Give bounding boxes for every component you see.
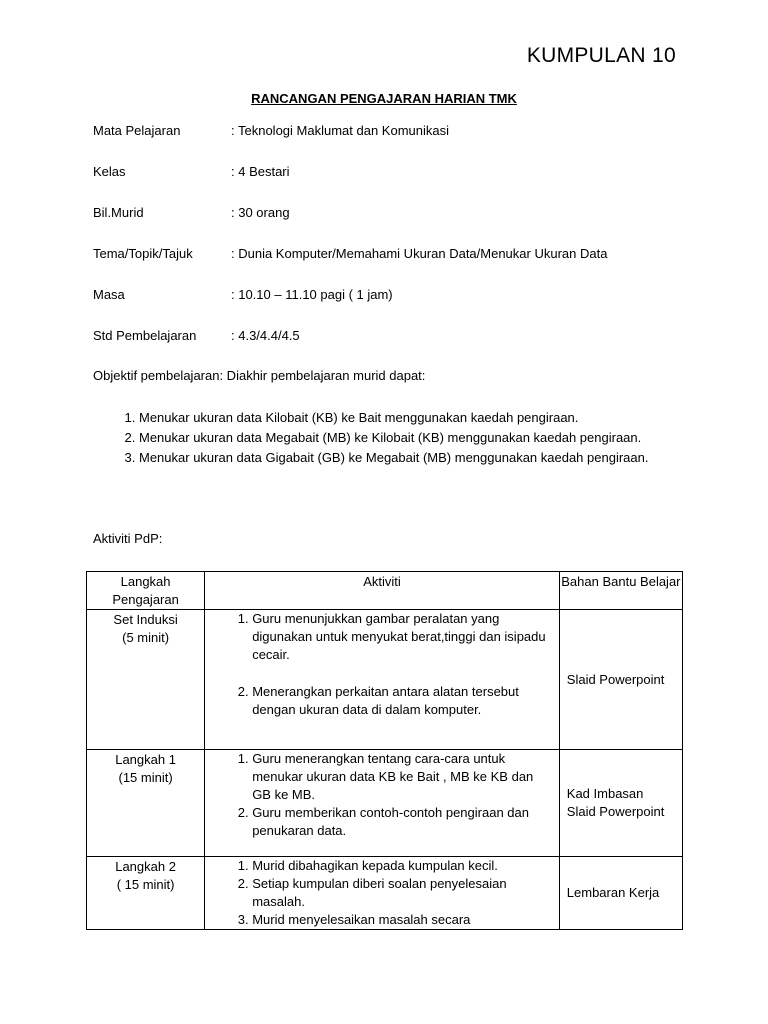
field-label: Std Pembelajaran [93, 328, 197, 343]
field-label: Kelas [93, 164, 126, 179]
aid-item: Lembaran Kerja [566, 885, 660, 900]
step-name: Langkah 1 [115, 752, 176, 767]
document-title: RANCANGAN PENGAJARAN HARIAN TMK [251, 91, 517, 106]
field-topic [93, 246, 607, 261]
step-cell [87, 610, 205, 750]
table-header-row [87, 572, 683, 610]
table-row [87, 610, 683, 750]
field-label: Bil.Murid [93, 205, 144, 220]
activities-table [86, 571, 683, 930]
activity-list [205, 857, 559, 929]
aid-item: Kad Imbasan [566, 786, 644, 801]
aids-cell [559, 750, 682, 857]
activity-item: 2. Guru memberikan contoh-contoh pengiraan dan penukaran data. [252, 804, 551, 840]
activity-list [205, 750, 559, 840]
activity-item: 2. Setiap kumpulan diberi soalan penyelesaian masalah. [252, 875, 551, 911]
aids-cell [559, 857, 682, 930]
activity-item: 1. Guru menunjukkan gambar peralatan yang digunakan untuk menyukat berat,tinggi dan isipadu cecair. [252, 610, 551, 664]
objectives-list [93, 408, 699, 468]
field-subject [93, 123, 449, 138]
step-duration: ( 15 minit) [116, 877, 175, 892]
aid-item: Slaid Powerpoint [566, 804, 665, 819]
group-label: KUMPULAN 10 [526, 44, 676, 67]
activity-cell [205, 750, 560, 857]
activity-item: 3. Murid menyelesaikan masalah secara [252, 911, 551, 929]
step-name: Langkah 2 [115, 859, 176, 874]
table-row [87, 750, 683, 857]
field-value: : 30 orang [231, 205, 290, 220]
activity-item: 1. Murid dibahagikan kepada kumpulan kecil. [252, 857, 551, 875]
activity-list [205, 610, 559, 664]
step-duration: (15 minit) [118, 770, 173, 785]
field-class [93, 164, 290, 179]
step-cell [87, 750, 205, 857]
aids-cell [559, 610, 682, 750]
activities-heading: Aktiviti PdP: [93, 531, 163, 546]
field-label: Tema/Topik/Tajuk [93, 246, 193, 261]
activity-item: 1. Guru menerangkan tentang cara-cara untuk menukar ukuran data KB ke Bait , MB ke KB dan GB ke MB. [252, 750, 551, 804]
field-value: : 10.10 – 11.10 pagi ( 1 jam) [231, 287, 393, 302]
activity-cell [205, 857, 560, 930]
field-time [93, 287, 393, 302]
objective-item: 2. Menukar ukuran data Megabait (MB) ke Kilobait (KB) menggunakan kaedah pengiraan. [139, 428, 699, 448]
activity-list [205, 683, 559, 719]
step-name: Set Induksi [113, 612, 178, 627]
field-value: : 4 Bestari [231, 164, 290, 179]
column-header-aids: Bahan Bantu Belajar [559, 572, 682, 610]
objective-item: 3. Menukar ukuran data Gigabait (GB) ke Megabait (MB) menggunakan kaedah pengiraan. [139, 448, 699, 468]
column-header-step: Langkah Pengajaran [87, 572, 205, 610]
aid-item: Slaid Powerpoint [566, 671, 665, 687]
field-value: : Dunia Komputer/Memahami Ukuran Data/Menukar Ukuran Data [231, 246, 608, 261]
field-value: : Teknologi Maklumat dan Komunikasi [231, 123, 449, 138]
field-learning-standard [93, 328, 300, 343]
activity-item: 2. Menerangkan perkaitan antara alatan tersebut dengan ukuran data di dalam komputer. [252, 683, 551, 719]
field-label: Masa [93, 287, 125, 302]
objectives-heading: Objektif pembelajaran: Diakhir pembelajaran murid dapat: [93, 368, 426, 383]
objective-item: 1. Menukar ukuran data Kilobait (KB) ke Bait menggunakan kaedah pengiraan. [139, 408, 699, 428]
step-cell [87, 857, 205, 930]
activity-cell [205, 610, 560, 750]
field-value: : 4.3/4.4/4.5 [231, 328, 300, 343]
step-duration: (5 minit) [122, 630, 170, 645]
column-header-activity: Aktiviti [205, 572, 560, 610]
field-label: Mata Pelajaran [93, 123, 181, 138]
field-student-count [93, 205, 290, 220]
table-row [87, 857, 683, 930]
